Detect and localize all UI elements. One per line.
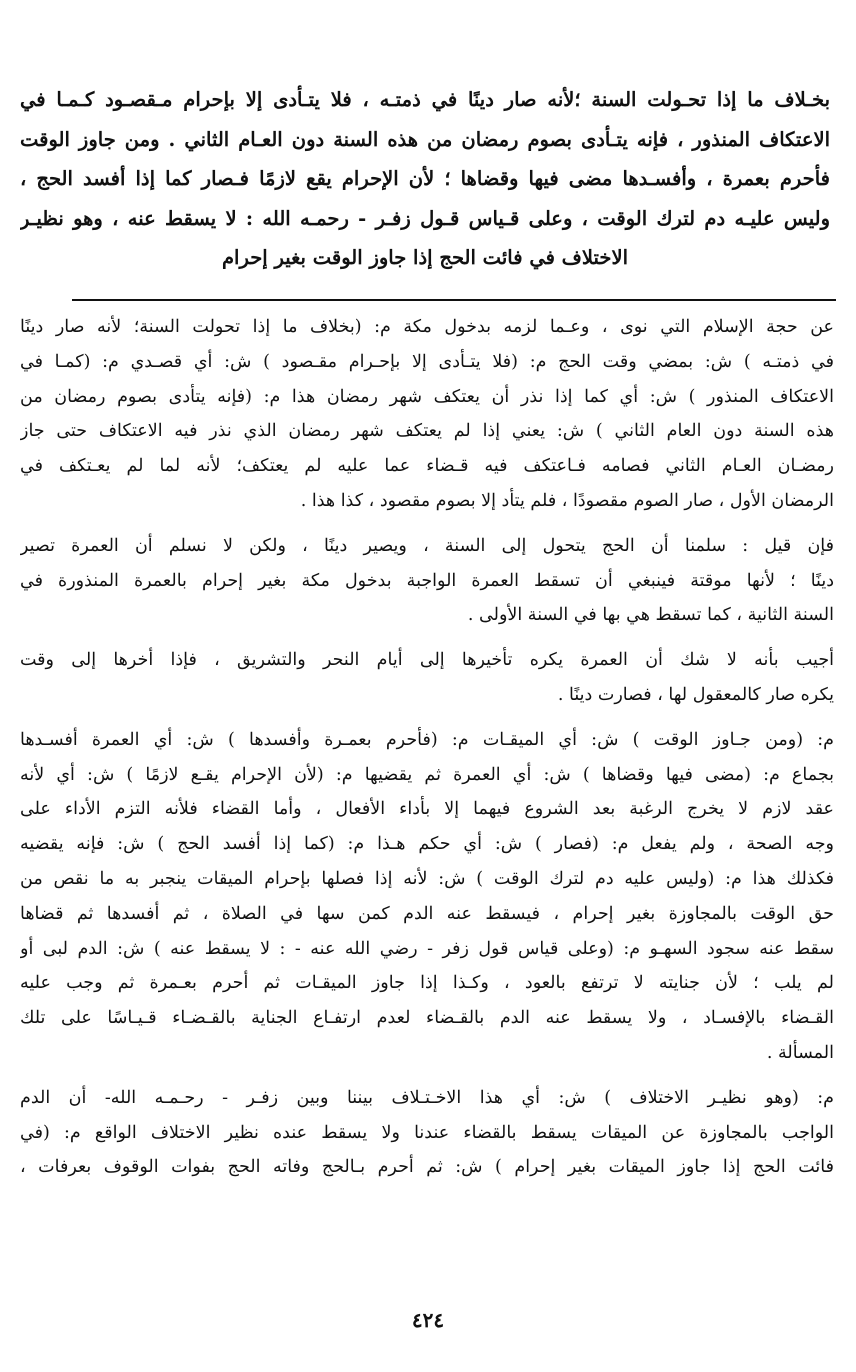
- separator-rule: [72, 299, 836, 301]
- page-number: ٤٢٤: [411, 1308, 445, 1332]
- commentary-line: سقط عنه سجود السهـو م: (وعلى قياس قول زفر - رضي الله عنه - : لا يسقط عنه ) ش: الدم لبى أو: [20, 938, 834, 959]
- commentary-paragraph: [20, 723, 834, 1071]
- main-text-line: وليس عليـه دم لترك الوقت ، وعلى قـياس قـول زفـر - رحمـه الله : لا يسقط عنه ، وهو نظيـر: [20, 206, 830, 230]
- commentary-line: القـضاء بالإفسـاد ، ولا يسقط عنه الدم بالقـضاء لعدم ارتفـاع الجناية بالقـضـاء قـيـاسًا على تلك: [20, 1008, 834, 1029]
- commentary-line: فإن قيل : سلمنا أن الحج يتحول إلى السنة ، ويصير دينًا ، ولكن لا نسلم أن العمرة تصير: [20, 535, 834, 556]
- commentary-line: لم يلب ؛ لأن جنايته لا ترتفع بالعود ، وكـذا إذا جاوز الميقـات ثم أحرم بعـمرة ثم وجب عليه: [20, 973, 834, 994]
- commentary-line: المسألة .: [766, 1042, 834, 1063]
- commentary-paragraph: [20, 310, 834, 519]
- commentary-line: أجيب بأنه لا شك أن العمرة يكره تأخيرها إلى أيام النحر والتشريق ، فإذا أخرها إلى وقت: [20, 650, 834, 671]
- commentary-line: م: (وهو نظيـر الاختلاف ) ش: أي هذا الاخـتـلاف بيننا وبين زفـر - رحـمـه الله- أن الدم: [20, 1087, 834, 1108]
- commentary-line: م: (ومن جـاوز الوقت ) ش: أي الميقـات م: (فأحرم بعمـرة وأفسدها ) ش: أي العمرة أفسـدها: [20, 729, 834, 750]
- commentary-line: الاعتكاف المنذور ) ش: أي كما إذا نذر أن يعتكف شهر رمضان هذا م: (فإنه يتأدى بصوم رمضان من: [20, 386, 834, 407]
- commentary-line: رمضـان العـام الثاني فصامه فـاعتكف فيه قـضاء عما عليه لم يعتكف؛ لأنه لما لم يعـتكف في: [20, 456, 834, 477]
- commentary-line: عقد لازم لا يخرج الرغبة بعد الشروع فيهما إلا بأداء الأفعال ، وأما القضاء فلأنه التزم الأداء على: [20, 799, 834, 820]
- commentary-line: بجماع م: (مضى فيها وقضاها ) ش: أي العمرة ثم يقضيها م: (لأن الإحرام يقـع لازمًا ) ش: أي لأنه: [20, 764, 834, 785]
- commentary-paragraph: [20, 643, 834, 713]
- commentary: [20, 310, 834, 1195]
- main-text-line: فأحرم بعمرة ، وأفسـدها مضى فيها وقضاها ؛ لأن الإحرام يقع لازمًا فـصار كما إذا أفسد الحج ،: [20, 167, 830, 190]
- commentary-paragraph: [20, 529, 834, 633]
- commentary-line: فائت الحج إذا جاوز الميقات بغير إحرام ) ش: ثم أحرم بـالحج وفاته الحج بفوات الوقوف بعرفات ،: [20, 1157, 834, 1178]
- main-text-line: الاعتكاف المنذور ، فإنه يتـأدى بصوم رمضان من هذه السنة دون العـام الثاني . ومن جاوز الوقت: [20, 127, 830, 151]
- commentary-line: الواجب بالمجاوزة عن الميقات يسقط بالقضاء عندنا ولا يسقط عنده نظير الاختلاف الواقع م: (في: [20, 1122, 834, 1143]
- commentary-line: دينًا ؛ لأنها موقتة فينبغي أن تسقط العمرة الواجبة بدخول مكة بغير إحرام بالعمرة المنذورة في: [20, 570, 834, 591]
- commentary-line: الرمضان الأول ، صار الصوم مقصودًا ، فلم يتأد إلا بصوم مقصود ، كذا هذا .: [300, 490, 834, 511]
- commentary-line: حق الوقت بالمجاوزة بغير إحرام ، فيسقط عنه الدم كمن سها في الصلاة ، ثم أفسدها ثم قضاها: [20, 903, 834, 924]
- commentary-line: هذه السنة دون العام الثاني ) ش: يعني إذا لم يعتكف شهر رمضان الذي نذر فيه الاعتكاف حتى جاز: [20, 421, 834, 442]
- commentary-line: السنة الثانية ، كما تسقط هي بها في السنة الأولى .: [467, 605, 834, 626]
- main-text: [20, 80, 830, 278]
- commentary-line: يكره صار كالمعقول لها ، فصارت دينًا .: [557, 684, 834, 705]
- commentary-line: وجه الصحة ، ولم يفعل م: (فصار ) ش: أي حكم هـذا م: (كما إذا أفسد الحج ) ش: فإنه يقضيه: [20, 834, 834, 855]
- commentary-line: في ذمتـه ) ش: بمضي وقت الحج م: (فلا يتـأدى إلا بإحـرام مقـصود ) ش: أي قصـدي م: (كمـا في: [20, 351, 834, 372]
- main-text-line: بخـلاف ما إذا تحـولت السنة ؛لأنه صار دينًا في ذمتـه ، فلا يتـأدى إلا بإحرام مـقصـود كـمـا في: [20, 88, 830, 111]
- commentary-line: عن حجة الإسلام التي نوى ، وعـما لزمه بدخول مكة م: (بخلاف ما إذا تحولت السنة؛ لأنه صار دينًا: [20, 317, 834, 337]
- commentary-line: فكذلك هذا م: (وليس عليه دم لترك الوقت ) ش: لأنه إذا فصلها بإحرام الميقات ينجبر به ما نقص من: [20, 868, 834, 889]
- commentary-paragraph: [20, 1081, 834, 1185]
- main-text-closing-line: الاختلاف في فائت الحج إذا جاوز الوقت بغير إحرام: [221, 246, 629, 269]
